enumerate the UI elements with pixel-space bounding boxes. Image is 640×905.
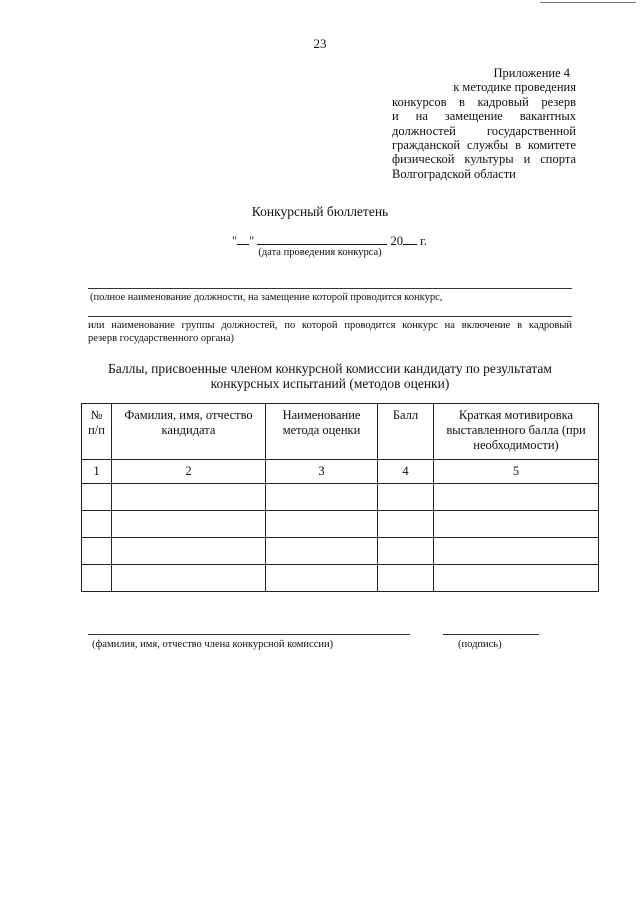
column-header: № п/п bbox=[82, 404, 112, 460]
table-cell[interactable] bbox=[434, 484, 599, 511]
table-cell[interactable] bbox=[434, 511, 599, 538]
appendix-line: конкурсов в кадровый резерв bbox=[392, 94, 576, 109]
signature-caption: (подпись) bbox=[458, 639, 502, 650]
table-row bbox=[82, 511, 599, 538]
table-cell[interactable] bbox=[378, 538, 434, 565]
column-number-row bbox=[82, 460, 599, 484]
position-caption: резерв государственного органа) bbox=[88, 333, 235, 344]
top-edge-line bbox=[540, 2, 636, 3]
column-number: 2 bbox=[112, 460, 266, 484]
table-title bbox=[90, 361, 570, 391]
table-title-line: конкурсных испытаний (методов оценки) bbox=[210, 376, 450, 391]
table-cell[interactable] bbox=[266, 484, 378, 511]
close-quote: " bbox=[249, 234, 255, 248]
column-header: Фамилия, имя, отчество кандидата bbox=[112, 404, 266, 460]
appendix-line: должностей государственной bbox=[392, 123, 576, 138]
signature-line[interactable] bbox=[443, 634, 539, 635]
table-row bbox=[82, 484, 599, 511]
appendix-line: и на замещение вакантных bbox=[392, 109, 576, 124]
page-number: 23 bbox=[313, 36, 327, 51]
date-caption: (дата проведения конкурса) bbox=[258, 247, 382, 258]
table-cell[interactable] bbox=[112, 565, 266, 592]
column-number: 1 bbox=[82, 460, 112, 484]
position-line[interactable] bbox=[88, 316, 572, 317]
table-cell[interactable] bbox=[82, 511, 112, 538]
table-cell[interactable] bbox=[378, 565, 434, 592]
appendix-header: Приложение 4 bbox=[493, 66, 570, 80]
scores-table bbox=[81, 403, 599, 592]
appendix-line: гражданской службы в комитете bbox=[392, 138, 576, 153]
column-number: 5 bbox=[434, 460, 599, 484]
appendix-line: Волгоградской области bbox=[392, 166, 516, 181]
year-prefix: 20 bbox=[390, 234, 403, 248]
table-cell[interactable] bbox=[82, 484, 112, 511]
column-number: 3 bbox=[266, 460, 378, 484]
column-header: Балл bbox=[378, 404, 434, 460]
appendix-line: к методике проведения bbox=[453, 80, 576, 95]
table-cell[interactable] bbox=[378, 484, 434, 511]
table-cell[interactable] bbox=[112, 484, 266, 511]
day-blank[interactable] bbox=[237, 232, 249, 245]
column-number: 4 bbox=[378, 460, 434, 484]
table-cell[interactable] bbox=[434, 538, 599, 565]
member-name-caption: (фамилия, имя, отчество члена конкурсной комиссии) bbox=[92, 639, 334, 650]
table-cell[interactable] bbox=[82, 565, 112, 592]
table-cell[interactable] bbox=[112, 538, 266, 565]
position-caption: (полное наименование должности, на замещение которой проводится конкурс, bbox=[90, 292, 443, 303]
table-cell[interactable] bbox=[378, 511, 434, 538]
table-cell[interactable] bbox=[112, 511, 266, 538]
appendix-line: физической культуры и спорта bbox=[392, 152, 576, 167]
year-blank[interactable] bbox=[403, 232, 417, 245]
column-header: Краткая мотивировка выставленного балла (при необходимости) bbox=[434, 404, 599, 460]
table-cell[interactable] bbox=[266, 511, 378, 538]
open-quote: " bbox=[232, 234, 238, 248]
position-caption: или наименование группы должностей, по которой проводится конкурс на включение в кадровый bbox=[88, 320, 572, 331]
table-row bbox=[82, 565, 599, 592]
month-blank[interactable] bbox=[257, 232, 387, 245]
year-suffix: г. bbox=[420, 234, 427, 248]
appendix-block bbox=[392, 66, 576, 181]
table-header-row bbox=[82, 404, 599, 460]
column-header: Наименование метода оценки bbox=[266, 404, 378, 460]
table-cell[interactable] bbox=[82, 538, 112, 565]
position-line[interactable] bbox=[88, 288, 572, 289]
table-title-line: Баллы, присвоенные членом конкурсной комиссии кандидату по результатам bbox=[108, 361, 552, 376]
table-row bbox=[82, 538, 599, 565]
member-name-line[interactable] bbox=[88, 634, 410, 635]
document-title: Конкурсный бюллетень bbox=[251, 204, 389, 219]
table-cell[interactable] bbox=[266, 538, 378, 565]
table-cell[interactable] bbox=[434, 565, 599, 592]
table-cell[interactable] bbox=[266, 565, 378, 592]
